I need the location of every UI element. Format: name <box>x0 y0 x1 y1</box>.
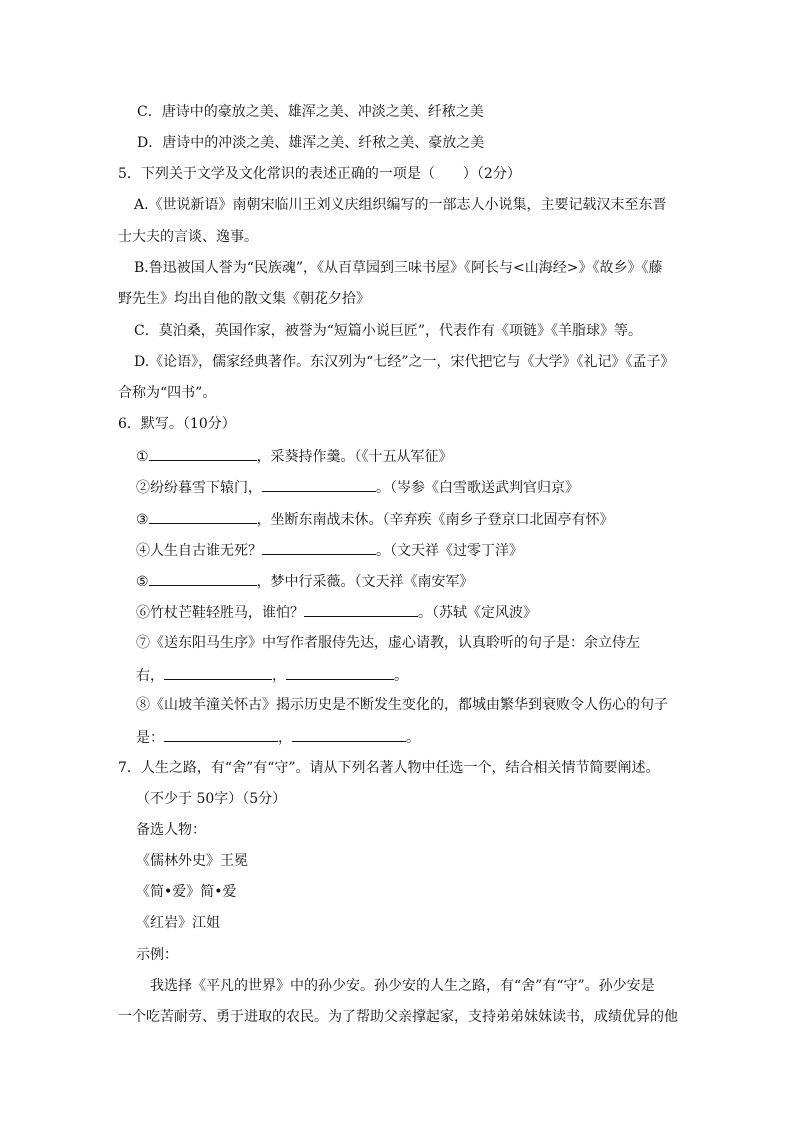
q6-item-6-text: ⑥竹杖芒鞋轻胜马，谁怕？ <box>136 605 304 621</box>
q6-item-8-comma: ， <box>278 730 292 746</box>
q6-item-4-source: 。（文天祥《过零丁洋》 <box>376 543 523 559</box>
answer-blank[interactable] <box>286 664 394 680</box>
q7-example-line1: 我选择《平凡的世界》中的孙少安。孙少安的人生之路，有“舍”有“守”。孙少安是 <box>150 978 655 994</box>
answer-blank[interactable] <box>149 445 257 461</box>
q6-item-8-line1: ⑧《山坡羊潼关怀古》揭示历史是不断发生变化的，都城由繁华到衰败令人伤心的句子 <box>136 697 668 713</box>
answer-blank[interactable] <box>292 726 406 742</box>
q6-item-1-text: ，采葵持作羹。（《十五从军征》 <box>256 449 453 465</box>
q6-item-7-comma: ， <box>272 668 286 684</box>
answer-blank[interactable] <box>164 664 272 680</box>
q5-option-b-line1: B.鲁迅被国人誉为“民族魂”，《从百草园到三味书屋》《阿长与<山海经>》《故乡》《藤 <box>134 260 663 276</box>
q5-option-d-line2: 合称为“四书”。 <box>118 385 217 401</box>
q6-item-6-source: 。（苏轼《定风波》 <box>418 605 537 621</box>
answer-blank[interactable] <box>262 476 376 492</box>
q7-candidate-1: 《儒林外史》王冕 <box>136 853 248 869</box>
q6-stem: 6．默写。（10分） <box>118 416 236 432</box>
q6-item-5-prefix: ⑤ <box>136 574 149 590</box>
answer-blank[interactable] <box>164 726 278 742</box>
q6-item-4 <box>136 539 794 559</box>
q7-stem-line1: 7．人生之路，有“舍”有“守”。请从下列名著人物中任选一个，结合相关情节简要阐述。 <box>118 760 660 776</box>
q6-item-3-prefix: ③ <box>136 512 149 528</box>
q6-item-2-text: ②纷纷暮雪下辕门， <box>136 480 262 496</box>
q7-candidate-2: 《简•爱》简•爱 <box>136 884 237 900</box>
q6-item-6 <box>136 601 794 621</box>
q6-item-5 <box>136 570 794 590</box>
q5-option-d-line1: D.《论语》，儒家经典著作。东汉列为“七经”之一，宋代把它与《大学》《礼记》《孟子》 <box>134 354 675 370</box>
q6-item-7-text: 右， <box>136 668 164 684</box>
q6-item-4-text: ④人生自古谁无死？ <box>136 543 262 559</box>
q6-item-7-line2 <box>136 664 794 684</box>
answer-blank[interactable] <box>149 508 257 524</box>
q6-item-8-line2 <box>136 726 794 746</box>
q4-option-c: C．唐诗中的豪放之美、雄浑之美、冲淡之美、纤秾之美 <box>137 104 484 120</box>
answer-blank[interactable] <box>149 570 257 586</box>
q7-candidate-3: 《红岩》江姐 <box>136 915 220 931</box>
q6-item-8-period: 。 <box>406 730 420 746</box>
q7-candidates-label: 备选人物： <box>136 822 206 838</box>
q6-item-5-text: ，梦中行采薇。（文天祥《南安军》 <box>256 574 474 590</box>
q5-option-a-line2: 士大夫的言谈、逸事。 <box>118 229 258 245</box>
q6-item-3-text: ，坐断东南战未休。（辛弃疾《南乡子登京口北固亭有怀》 <box>256 512 614 528</box>
q6-item-1-prefix: ① <box>136 449 149 465</box>
q6-item-1 <box>136 445 794 465</box>
answer-blank[interactable] <box>262 539 376 555</box>
q6-item-7-line1: ⑦《送东阳马生序》中写作者服侍先达，虚心请教，认真聆听的句子是：余立侍左 <box>136 635 640 651</box>
q6-item-2 <box>136 476 794 496</box>
q6-item-3 <box>136 508 794 528</box>
q6-item-2-source: 。（岑参《白雪歌送武判官归京》 <box>376 480 579 496</box>
q6-item-7-period: 。 <box>394 668 408 684</box>
q4-option-d: D．唐诗中的冲淡之美、雄浑之美、纤秾之美、豪放之美 <box>137 135 485 151</box>
q5-stem: 5．下列关于文学及文化常识的表述正确的一项是（ ）（2分） <box>118 166 521 182</box>
answer-blank[interactable] <box>304 601 418 617</box>
q7-example-label: 示例： <box>136 947 178 963</box>
q5-option-c: C．莫泊桑，英国作家，被誉为“短篇小说巨匠”，代表作有《项链》《羊脂球》等。 <box>134 323 643 339</box>
q7-example-line2: 一个吃苦耐劳、勇于进取的农民。为了帮助父亲撑起家，支持弟弟妹妹读书，成绩优异的他 <box>118 1009 678 1025</box>
q7-stem-line2: （不少于 50字）（5分） <box>136 791 287 807</box>
q5-option-b-line2: 野先生》均出自他的散文集《朝花夕拾》 <box>118 291 370 307</box>
q5-option-a-line1: A.《世说新语》南朝宋临川王刘义庆组织编写的一部志人小说集，主要记载汉末至东晋 <box>134 197 667 213</box>
q6-item-8-text: 是： <box>136 730 164 746</box>
